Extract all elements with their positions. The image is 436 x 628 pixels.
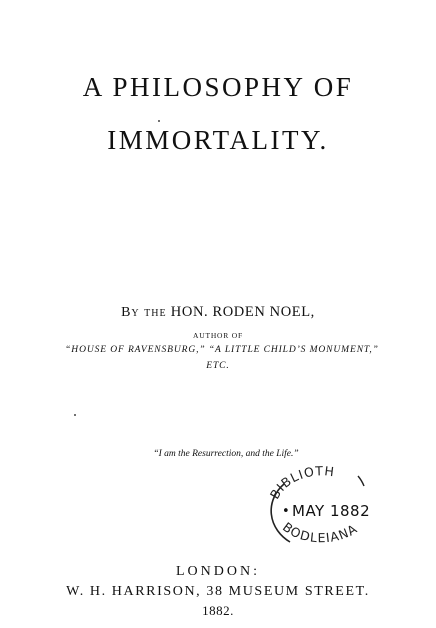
byline-prefix: By the (121, 305, 167, 320)
stamp-dot: • (282, 504, 290, 519)
stamp-date: MAY 1882 (292, 502, 371, 520)
stamp-top-text: BIBLIOTH (266, 466, 336, 502)
author-of-label: AUTHOR OF (193, 331, 243, 340)
author-name: HON. RODEN NOEL, (170, 304, 315, 320)
imprint-year: 1882. (202, 603, 234, 618)
imprint-city: LONDON: (176, 564, 260, 579)
library-stamp (262, 466, 378, 554)
title-line-2: IMMORTALITY. (107, 125, 329, 155)
title-line-1: A PHILOSOPHY OF (82, 72, 354, 102)
speck (158, 120, 160, 122)
etc-label: ETC. (206, 361, 230, 371)
author-byline (0, 304, 436, 321)
epigraph: “I am the Resurrection, and the Life.” (153, 449, 299, 459)
speck (74, 414, 76, 416)
previous-works: “HOUSE OF RAVENSBURG,” “A LITTLE CHILD’S MONUMENT,” (65, 345, 379, 355)
imprint-publisher: W. H. HARRISON, 38 MUSEUM STREET. (66, 584, 370, 599)
stamp-bottom-text: BODLEIANA (279, 519, 361, 546)
